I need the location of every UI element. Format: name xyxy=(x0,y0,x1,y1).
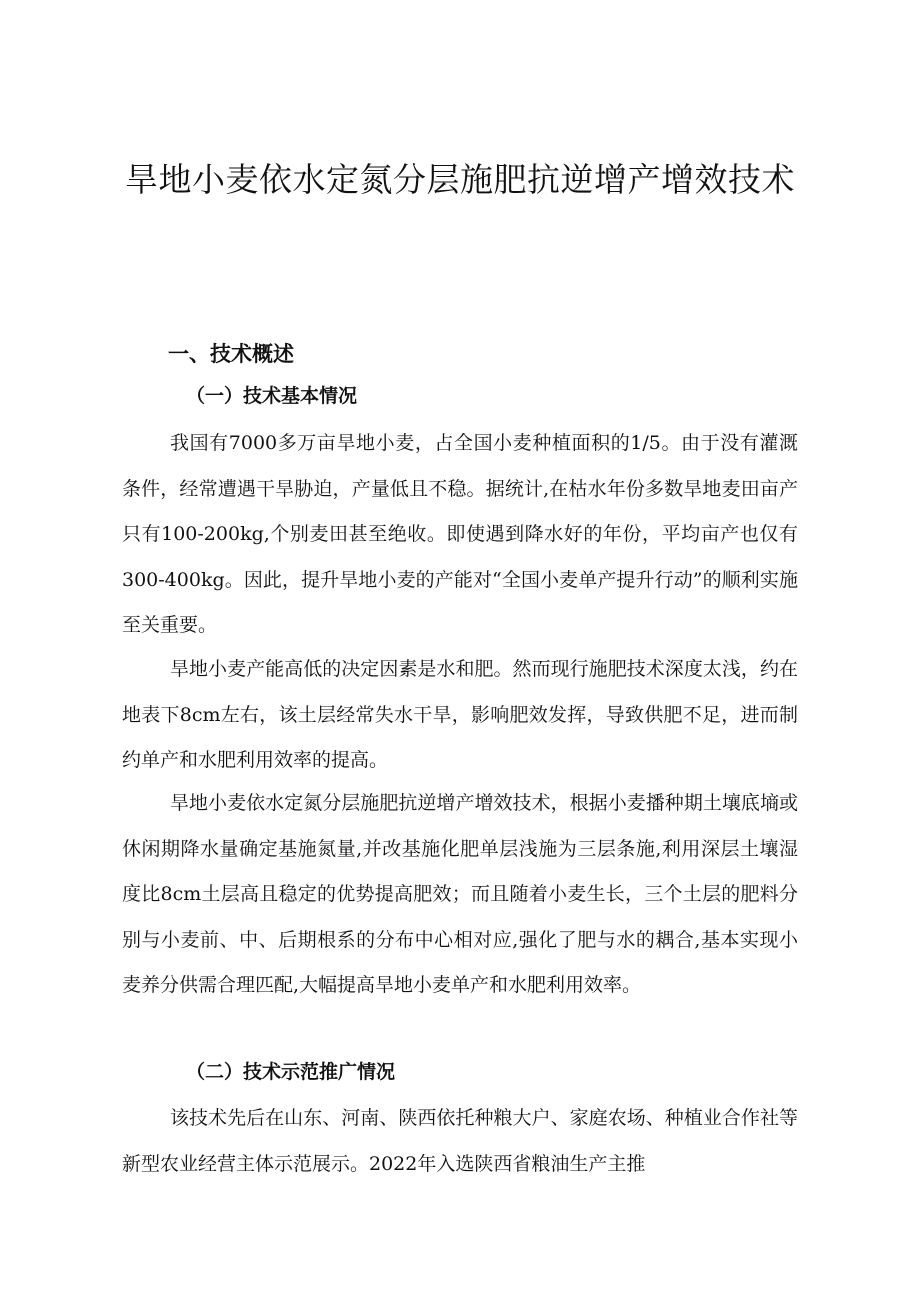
paragraph: 我国有7000多万亩旱地小麦，占全国小麦种植面积的1/5。由于没有灌溉条件，经常遭遇干旱胁迫，产量低且不稳。据统计,在枯水年份多数旱地麦田亩产只有100-200kg,个别麦田甚至绝收。即使遇到降水好的年份，平均亩产也仅有300-400kg。因此，提升旱地小麦的产能对“全国小麦单产提升行动”的顺利实施至关重要。 xyxy=(122,432,798,636)
subsection-heading-basic-situation: （一）技术基本情况 xyxy=(186,385,358,407)
paragraph: 旱地小麦依水定氮分层施肥抗逆增产增效技术，根据小麦播种期土壤底墒或休闲期降水量确定基施氮量,并改基施化肥单层浅施为三层条施,利用深层土壤湿度比8cm土层高且稳定的优势提高肥效；而且随着小麦生长，三个土层的肥料分别与小麦前、中、后期根系的分布中心相对应,强化了肥与水的耦合,基本实现小麦养分供需合理匹配,大幅提高旱地小麦单产和水肥利用效率。 xyxy=(122,792,798,996)
section-heading-overview: 一、技术概述 xyxy=(168,342,294,366)
paragraph: 该技术先后在山东、河南、陕西依托种粮大户、家庭农场、种植业合作社等新型农业经营主体示范展示。2022年入选陕西省粮油生产主推 xyxy=(122,1107,798,1175)
paragraph: 旱地小麦产能高低的决定因素是水和肥。然而现行施肥技术深度太浅，约在地表下8cm左右，该土层经常失水干旱，影响肥效发挥，导致供肥不足，进而制约单产和水肥利用效率的提高。 xyxy=(122,658,798,771)
document-title: 旱地小麦依水定氮分层施肥抗逆增产增效技术 xyxy=(125,160,795,199)
subsection-heading-promotion: （二）技术示范推广情况 xyxy=(186,1061,396,1083)
